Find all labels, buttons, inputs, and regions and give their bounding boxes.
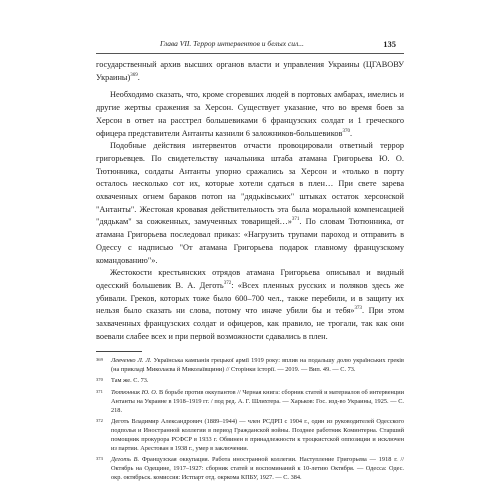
footnote-number: 371 (96, 388, 103, 394)
footnote-text: Українська кампанія грецької армії 1919 року: вплив на подальшу долю українських греків (на прикладі Миколаєва й Миколаївщини) // Сторінки історії. — 2019. — Вип. 49. — С. 73. (111, 357, 404, 373)
footnote-text: В борьбе против оккупантов // Черная книга: сборник статей и материалов об интервенции Антанты на Украине в 1918–1919 гг. / под ред. А. Г. Шлихтера. — Харьков: Гос. изд-во Украины, 1925. — С. 218. (111, 388, 404, 414)
footnote-number: 372 (96, 418, 103, 424)
footnote-number: 369 (96, 357, 103, 362)
page-number: 135 (383, 39, 396, 49)
footnote-rule (96, 351, 142, 352)
paragraph-2: Необходимо сказать, что, кроме сгоревших людей в портовых амбарах, имелись и другие жертвы сражения за Херсон. Существует указание, что во время боев за Херсон в ответ на расстрел большевиками 6 французских солдат и 1 греческого офицера представители Антанты казнили 6 заложников-большевиков$^{370}$. (96, 90, 404, 138)
chapter-title: Глава VII. Террор интервентов и белых сил... (160, 39, 304, 48)
footnote (96, 377, 404, 386)
footnote-ref: 372 (223, 281, 232, 287)
footnote-ref: 369 (130, 72, 138, 78)
footnotes (96, 357, 404, 486)
paragraph-3: Подобные действия интервентов отчасти провоцировали ответный террор григорьевцев. По свидетельству начальника штаба атамана Григорьева Ю. О. Тютюнника, солдаты Антанты упорно сражались за Херсон и «только в порту осталось несколько сот их, которые хотели сдаться в плен… При свете зарева охваченных огнем бараков потоп на "дядьківських" штыках остаток херсонской "Антанты". Жестокая кровавая действительность эта была моральной компенсацией "дядькам" за сожженных, замученных товарищей…»$^{371}$. По словам Тютюнника, от атамана Григорьева последовал приказ: «Нагрузить трупами пароход и отправить в Одессу с надписью "От атамана Григорьева подарок главному французскому командованию"». (96, 141, 404, 265)
footnote-number: 370 (96, 377, 103, 383)
footnote-author: Деготь В. (111, 456, 140, 464)
footnote (96, 357, 404, 375)
footnote-text: Деготь Владимир Александрович (1889–1944) — член РСДРП с 1904 г., один из руководителей Одесского подполья и Иностранной коллегии в период Гражданской войны. Позднее работник Коминтерна. Старший помощник прокурора РСФСР в 1933 г. Обвинен в принадлежности к троцкистской оппозиции и исключен из партии. Арестован в 1938 г., умер в заключении. (111, 418, 404, 452)
footnote-ref: 371 (291, 217, 300, 223)
footnote-ref: 370 (342, 128, 350, 134)
footnote (96, 389, 404, 416)
main-text (96, 59, 404, 343)
running-head (96, 36, 396, 52)
paragraph-4: Жестокости крестьянских отрядов атамана Григорьева описывал и видный одесский большевик В. А. Деготь$^{372}$: «Всех пленных русских и поляков здесь же убивали. Греков, которых тоже было 600–700 чел., также перебили, и в защиту их нельзя было сказать ни слова, потому что иначе убили бы и тебя»$^{373}$. При этом захваченных французских солдат и офицеров, как правило, не трогали, так как они воевали слабее всех и при первой возможности сдавались в плен. (96, 268, 404, 341)
header-rule (96, 53, 404, 54)
footnote-text: Французская оккупация. Работа иностранной коллегии. Наступление Григорьева — 1918 г. // Октябрь на Одещине, 1917–1927: сборник статей и воспоминаний к 10-летию Октября. — Одесса: Одес. окр. октябрьск. комиссия: Истпарт отд. окркома КПБУ, 1927. — С. 384. (111, 456, 404, 482)
footnote-author: Тютюнник Ю. О. (111, 388, 158, 396)
footnote-number: 373 (96, 456, 103, 462)
paragraph-1: государственный архив высших органов власти и управления Украины (ЦГАВОВУ Украины)$^{369}$. (96, 60, 404, 82)
footnote-text: Там же. С. 73. (111, 377, 149, 385)
footnote-author: Левченко Л. Л. (111, 357, 152, 364)
footnote-ref: 373 (354, 306, 363, 312)
footnote (96, 418, 404, 454)
footnote (96, 456, 404, 483)
